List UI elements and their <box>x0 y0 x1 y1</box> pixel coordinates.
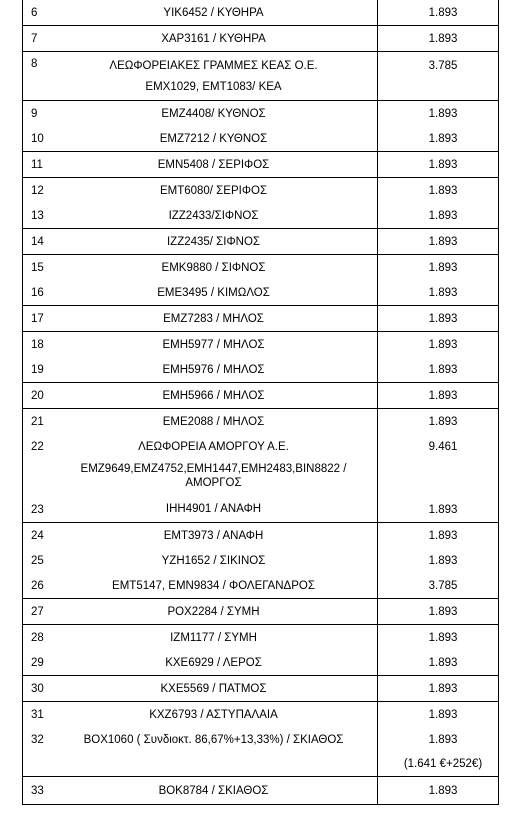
row-description-block <box>50 101 377 151</box>
row-description-block <box>50 523 377 598</box>
row-number: 30 <box>31 682 44 695</box>
row-number: 24 <box>31 529 44 542</box>
row-description-block <box>50 255 377 305</box>
row-number: 28 <box>31 631 44 644</box>
table-row <box>23 0 498 25</box>
row-amount: 1.893 <box>428 338 458 351</box>
row-description: ΕΜΚ9880 / ΣΙΦΝΟΣ <box>161 261 266 274</box>
row-number: 29 <box>31 656 44 669</box>
table-row-group <box>23 624 498 675</box>
table-row <box>23 228 498 254</box>
table-row <box>23 51 498 100</box>
row-description: ΕΜΕ3495 / ΚΙΜΩΛΟΣ <box>157 286 270 299</box>
row-description: ΡΟΧ2284 / ΣΥΜΗ <box>167 605 260 618</box>
row-number-block <box>23 523 50 598</box>
table-row <box>23 776 498 804</box>
row-description: ΒΟΧ1060 ( Συνδιοκτ. 86,67%+13,33%) / ΣΚΙΑΘΟΣ <box>83 733 344 746</box>
row-number-block <box>23 332 50 382</box>
row-description-block <box>50 52 377 100</box>
table-row <box>23 25 498 51</box>
row-number: 8 <box>31 58 38 70</box>
row-description-detail-line: ΑΜΟΡΓΟΣ <box>185 477 242 489</box>
row-number: 20 <box>31 389 44 402</box>
row-amount-block <box>378 702 498 776</box>
row-number-block <box>23 101 50 151</box>
row-number: 17 <box>31 312 44 325</box>
table-row-group <box>23 100 498 151</box>
row-description: ΙΖΖ2435/ ΣΙΦΝΟΣ <box>166 235 261 248</box>
table-row-group <box>23 522 498 598</box>
row-description: ΕΜΖ7283 / ΜΗΛΟΣ <box>163 312 264 325</box>
row-amount: 3.785 <box>428 579 458 592</box>
row-number: 15 <box>31 261 44 274</box>
row-amount: 1.893 <box>428 631 458 644</box>
row-amount-block <box>378 178 498 228</box>
row-number: 18 <box>31 338 44 351</box>
row-number: 7 <box>31 32 38 45</box>
row-amount: 1.893 <box>428 286 458 299</box>
row-description-block <box>50 625 377 675</box>
row-amount: 1.893 <box>428 184 458 197</box>
row-description-block <box>50 178 377 228</box>
row-amount-block <box>378 332 498 382</box>
row-amount: 1.893 <box>428 235 458 248</box>
row-amount-block <box>378 52 498 100</box>
row-amount: 1.893 <box>428 132 458 145</box>
table-row <box>23 598 498 624</box>
row-amount: 1.893 <box>428 554 458 567</box>
row-number: 14 <box>31 235 44 248</box>
row-amount: 1.893 <box>428 656 458 669</box>
row-amount: 3.785 <box>428 59 458 72</box>
table-row <box>23 675 498 701</box>
row-number-block <box>23 409 50 522</box>
row-description: ΕΜΗ5966 / ΜΗΛΟΣ <box>162 389 265 402</box>
table-row <box>23 305 498 331</box>
row-number-block <box>23 702 50 776</box>
table-row <box>23 382 498 408</box>
row-number: 21 <box>31 415 44 428</box>
row-description-block <box>50 409 377 522</box>
table-row <box>23 151 498 177</box>
row-amount-block <box>378 101 498 151</box>
row-amount: 1.893 <box>428 708 458 721</box>
row-amount: 1.893 <box>428 733 458 746</box>
row-description: ΕΜΖ4408/ ΚΥΘΝΟΣ <box>161 107 266 120</box>
row-amount: 1.893 <box>428 529 458 542</box>
row-number: 19 <box>31 363 44 376</box>
row-amount: 1.893 <box>428 784 458 797</box>
row-amount: 1.893 <box>428 363 458 376</box>
row-number-spacer <box>23 752 50 776</box>
row-number: 23 <box>31 503 44 516</box>
table-row-group <box>23 408 498 522</box>
row-description-detail: ΕΜΧ1029, ΕΜΤ1083/ ΚΕΑ <box>145 80 282 93</box>
row-amount-breakdown: (1.641 €+252€) <box>403 758 483 770</box>
row-number: 27 <box>31 605 44 618</box>
row-description-block <box>50 332 377 382</box>
row-description: ΙΗΗ4901 / ΑΝΑΦΗ <box>165 502 262 515</box>
row-number: 13 <box>31 209 44 222</box>
row-amount-block <box>378 523 498 598</box>
row-number: 11 <box>31 158 43 171</box>
row-amount-block <box>378 255 498 305</box>
table-row-group <box>23 331 498 382</box>
row-description: ΧΑΡ3161 / ΚΥΘΗΡΑ <box>161 32 266 45</box>
row-number-block <box>23 178 50 228</box>
row-description: ΥΙΚ6452 / ΚΥΘΗΡΑ <box>163 6 264 19</box>
row-number: 33 <box>31 784 44 797</box>
row-number-block <box>23 255 50 305</box>
row-amount: 1.893 <box>428 312 458 325</box>
row-description: ΚΧΕ6929 / ΛΕΡΟΣ <box>165 656 262 669</box>
row-number-block <box>23 625 50 675</box>
row-amount: 1.893 <box>428 389 458 402</box>
table-row-group <box>23 254 498 305</box>
row-description: ΚΧΕ5569 / ΠΑΤΜΟΣ <box>160 682 267 695</box>
table-row-group <box>23 701 498 776</box>
row-amount-block <box>378 625 498 675</box>
row-description: ΕΜΕ2088 / ΜΗΛΟΣ <box>162 415 265 428</box>
row-number: 32 <box>31 733 44 746</box>
row-amount: 1.893 <box>428 415 458 428</box>
row-description: ΕΜΤ3973 / ΑΝΑΦΗ <box>163 529 264 542</box>
row-description-block <box>50 702 377 776</box>
row-number: 22 <box>31 440 44 453</box>
row-description: ΒΟΚ8784 / ΣΚΙΑΘΟΣ <box>158 784 269 797</box>
row-number: 26 <box>31 579 44 592</box>
row-amount: 1.893 <box>428 605 458 618</box>
row-description: ΕΜΝ5408 / ΣΕΡΙΦΟΣ <box>157 158 270 171</box>
row-number: 6 <box>31 6 38 19</box>
row-description-detail <box>50 459 377 496</box>
row-amount-block <box>378 409 498 522</box>
row-number: 31 <box>31 708 44 721</box>
row-amount: 1.893 <box>428 158 458 171</box>
row-number: 12 <box>31 184 44 197</box>
row-amount: 1.893 <box>428 6 458 19</box>
row-description-spacer <box>50 752 377 776</box>
vehicle-allocation-table <box>22 0 499 805</box>
row-description-detail-line: ΕΜΖ9649,ΕΜΖ4752,ΕΜΗ1447,ΕΜΗ2483,ΒΙΝ8822 / <box>80 463 347 475</box>
row-description: ΕΜΤ6080/ ΣΕΡΙΦΟΣ <box>159 184 268 197</box>
row-number: 10 <box>31 132 44 145</box>
row-description: ΛΕΩΦΟΡΕΙΑΚΕΣ ΓΡΑΜΜΕΣ ΚΕΑΣ Ο.Ε. <box>109 59 318 72</box>
row-amount: 1.893 <box>428 503 458 516</box>
row-amount: 9.461 <box>428 440 458 453</box>
row-description: ΕΜΤ5147, ΕΜΝ9834 / ΦΟΛΕΓΑΝΔΡΟΣ <box>112 579 315 592</box>
row-description: ΛΕΩΦΟΡΕΙΑ ΑΜΟΡΓΟΥ Α.Ε. <box>138 440 289 453</box>
row-description: ΚΧΖ6793 / ΑΣΤΥΠΑΛΑΙΑ <box>149 708 278 721</box>
row-amount-spacer <box>378 459 498 497</box>
row-amount: 1.893 <box>428 261 458 274</box>
row-description: ΥΖΗ1652 / ΣΙΚΙΝΟΣ <box>161 554 266 567</box>
row-amount: 1.893 <box>428 32 458 45</box>
row-number: 25 <box>31 554 44 567</box>
row-number-spacer <box>23 459 50 497</box>
row-description: ΙΖΜ1177 / ΣΥΜΗ <box>170 631 257 644</box>
row-description: ΙΖΖ2433/ΣΙΦΝΟΣ <box>168 209 259 222</box>
row-description: ΕΜΗ5976 / ΜΗΛΟΣ <box>162 363 265 376</box>
row-description: ΕΜΗ5977 / ΜΗΛΟΣ <box>162 338 265 351</box>
row-number: 16 <box>31 286 44 299</box>
row-description: ΕΜΖ7212 / ΚΥΘΝΟΣ <box>159 132 268 145</box>
row-amount: 1.893 <box>428 209 458 222</box>
row-number: 9 <box>31 107 38 120</box>
row-amount: 1.893 <box>428 682 458 695</box>
row-amount: 1.893 <box>428 107 458 120</box>
table-row-group <box>23 177 498 228</box>
